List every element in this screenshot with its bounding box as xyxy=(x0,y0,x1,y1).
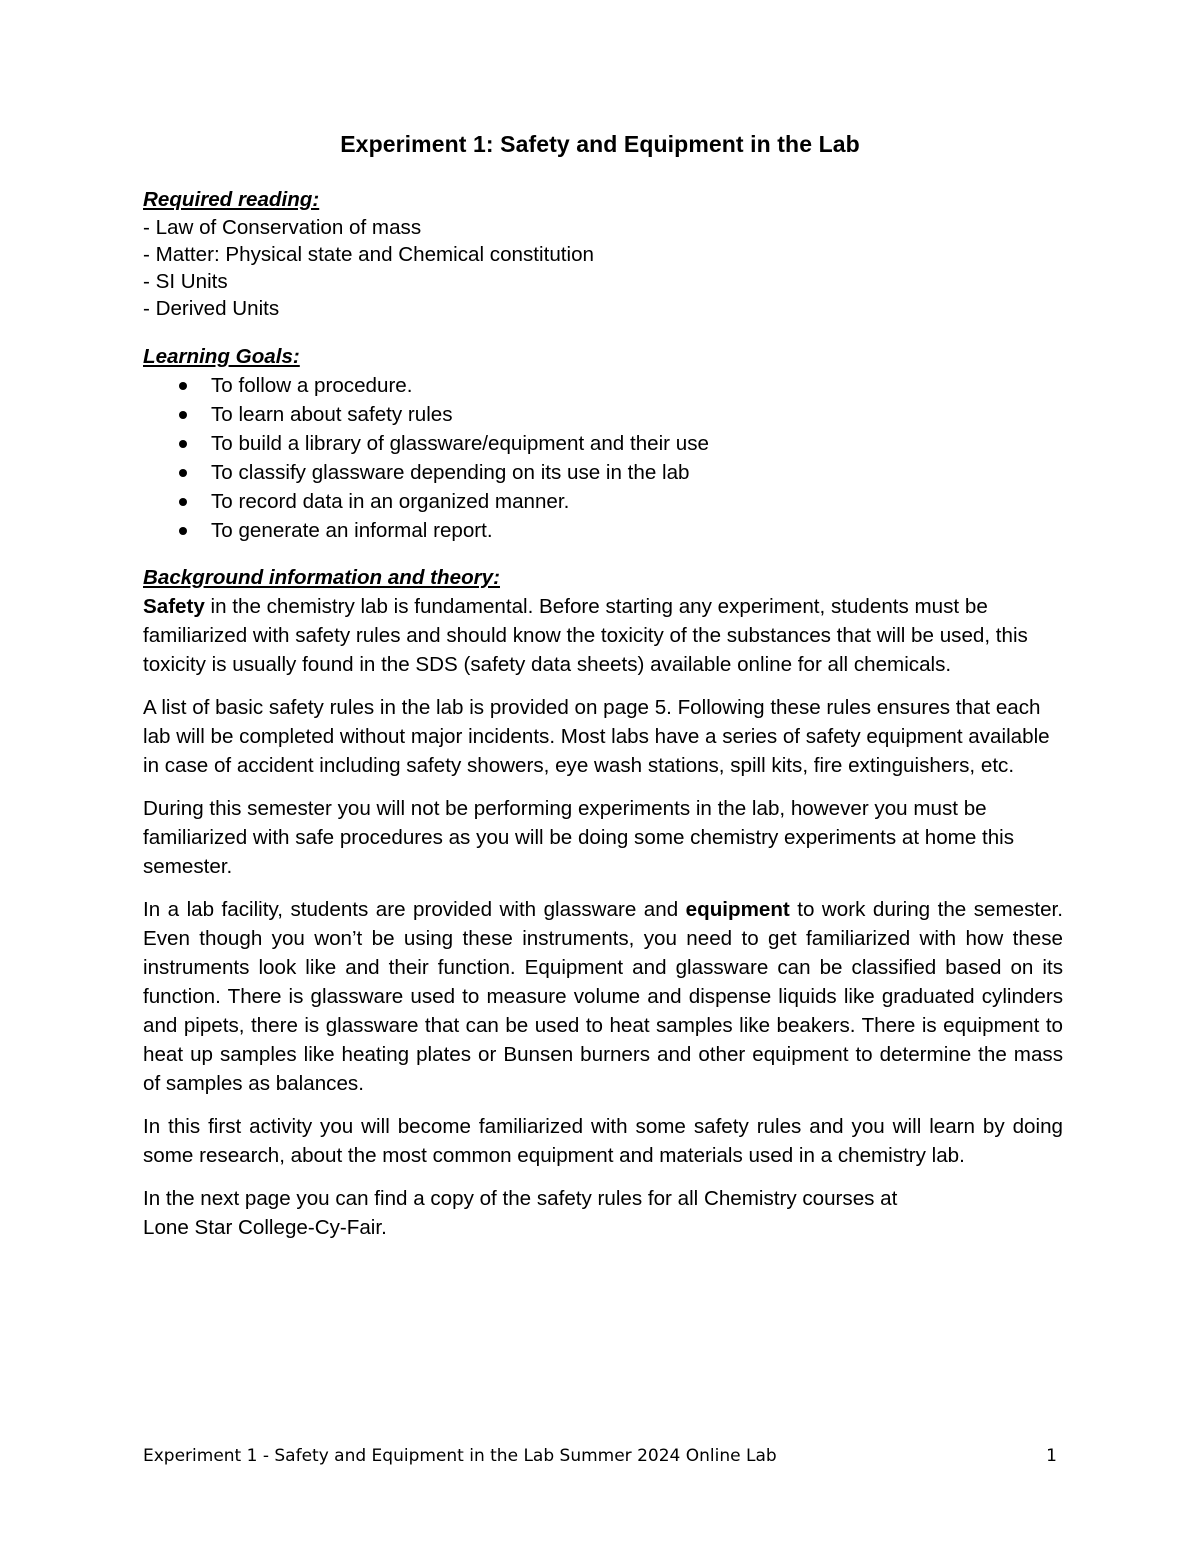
bullet-icon xyxy=(179,527,187,535)
background-paragraph-3: During this semester you will not be performing experiments in the lab, however you must be familiarized with safe procedures as you will be doing some chemistry experiments at home this semester. xyxy=(143,797,1015,878)
learning-goals-heading: Learning Goals: xyxy=(143,345,300,368)
required-reading-list xyxy=(143,214,1063,322)
paragraph-text: to work during the semester. Even though you won’t be using these instruments, you need to get familiarized with how these instruments look like and their function. Equipment and glassware can be classified based on its function. There is glassware used to measure volume and dispense liquids like graduated cylinders and pipets, there is glassware that can be used to heat samples like beakers. There is equipment to heat up samples like heating plates or Bunsen burners and other equipment to determine the mass of samples as balances. xyxy=(143,898,1063,1095)
learning-goals-list xyxy=(143,371,1063,545)
goal-item xyxy=(143,400,1063,429)
paragraph-text: Lone Star College-Cy-Fair. xyxy=(143,1216,387,1239)
goal-item xyxy=(143,429,1063,458)
background-paragraph-6 xyxy=(143,1184,1063,1242)
footer-title: Experiment 1 - Safety and Equipment in the Lab Summer 2024 Online Lab xyxy=(143,1446,777,1466)
bullet-icon xyxy=(179,498,187,506)
goal-text: To generate an informal report. xyxy=(211,519,493,542)
goal-item xyxy=(143,458,1063,487)
bullet-icon xyxy=(179,382,187,390)
background-paragraph-5: In this first activity you will become familiarized with some safety rules and you will learn by doing some research, about the most common equipment and materials used in a chemistry lab. xyxy=(143,1115,1063,1167)
goal-text: To record data in an organized manner. xyxy=(211,490,570,513)
bullet-icon xyxy=(179,440,187,448)
bullet-icon xyxy=(179,411,187,419)
goal-item xyxy=(143,516,1063,545)
paragraph-text: In a lab facility, students are provided with glassware and xyxy=(143,898,686,921)
paragraph-text: in the chemistry lab is fundamental. Before starting any experiment, students must be familiarized with safety rules and should know the toxicity of the substances that will be used, this toxicity is usually found in the SDS (safety data sheets) available online for all chemicals. xyxy=(143,595,1028,676)
reading-item: - Matter: Physical state and Chemical constitution xyxy=(143,243,594,266)
goal-text: To classify glassware depending on its use in the lab xyxy=(211,461,690,484)
bullet-icon xyxy=(179,469,187,477)
paragraph-text: In the next page you can find a copy of the safety rules for all Chemistry courses at xyxy=(143,1187,898,1210)
equipment-term: equipment xyxy=(685,898,790,921)
page-title: Experiment 1: Safety and Equipment in the Lab xyxy=(340,131,860,157)
reading-item: - SI Units xyxy=(143,270,228,293)
required-reading-heading: Required reading: xyxy=(143,188,320,211)
goal-text: To learn about safety rules xyxy=(211,403,453,426)
goal-item xyxy=(143,487,1063,516)
background-paragraph-1 xyxy=(143,592,1063,679)
reading-item: - Law of Conservation of mass xyxy=(143,216,422,239)
background-paragraph-2: A list of basic safety rules in the lab is provided on page 5. Following these rules ensures that each lab will be completed without major incidents. Most labs have a series of safety equipment available in case of accident including safety showers, eye wash stations, spill kits, fire extinguishers, etc. xyxy=(143,696,1050,777)
document-body xyxy=(143,185,1063,1256)
page-number: 1 xyxy=(1046,1446,1057,1466)
goal-item xyxy=(143,371,1063,400)
goal-text: To follow a procedure. xyxy=(211,374,413,397)
goal-text: To build a library of glassware/equipment and their use xyxy=(211,432,709,455)
reading-item: - Derived Units xyxy=(143,297,280,320)
background-paragraph-4 xyxy=(143,895,1063,1098)
safety-term: Safety xyxy=(143,595,205,618)
background-heading: Background information and theory: xyxy=(143,566,500,589)
